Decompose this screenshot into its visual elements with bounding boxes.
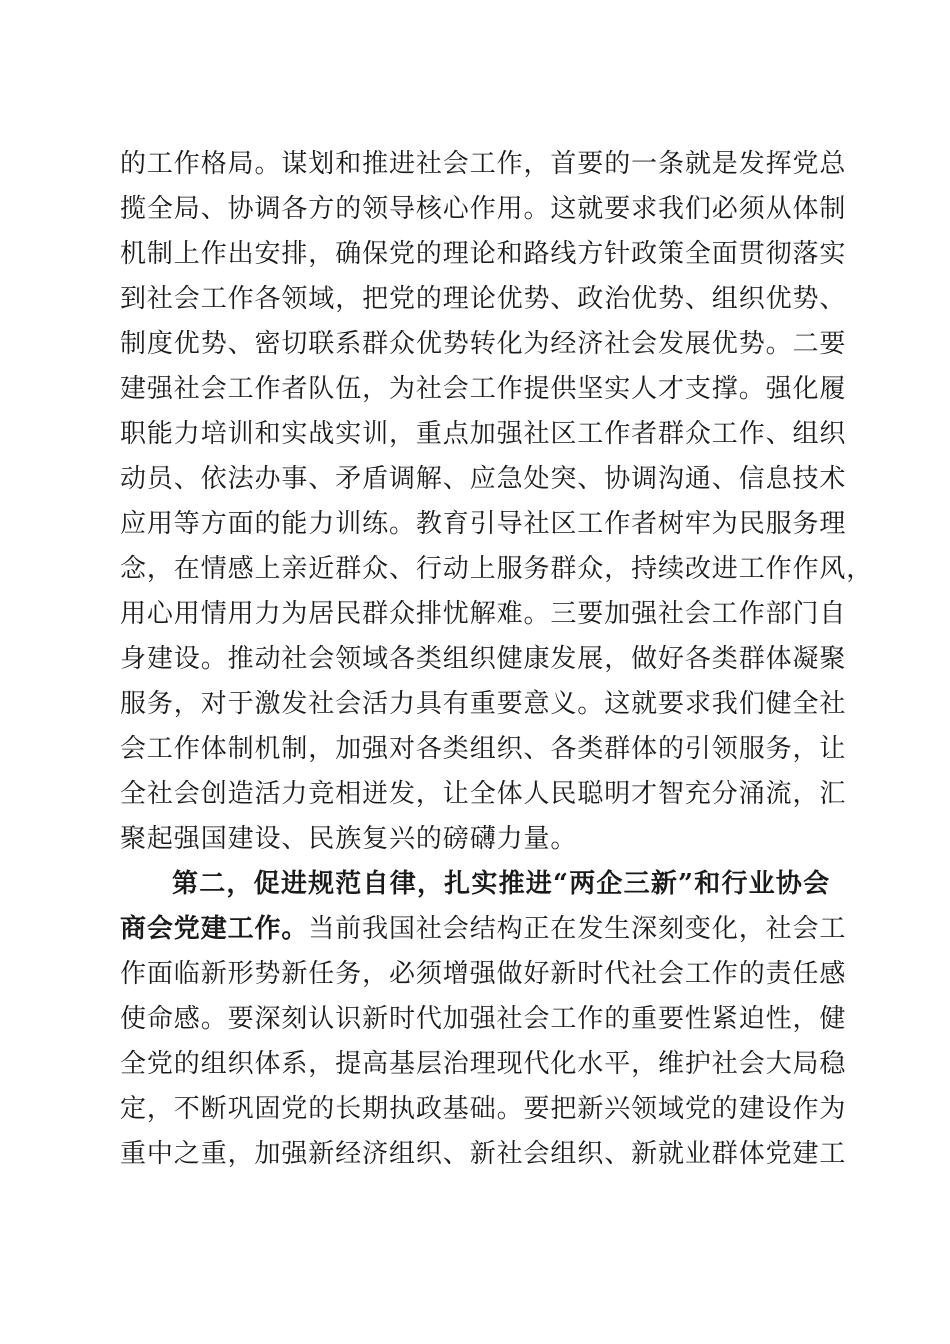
- text-line: 揽全局、协调各方的领导核心作用。这就要求我们必须从体制: [120, 194, 847, 224]
- text-line: 动员、依法办事、矛盾调解、应急处突、协调沟通、信息技术: [120, 464, 847, 494]
- text-line: 重中之重，加强新经济组织、新社会组织、新就业群体党建工: [120, 1139, 847, 1169]
- text-line: [120, 907, 847, 952]
- text-line: 全党的组织体系，提高基层治理现代化水平，维护社会大局稳: [120, 1049, 847, 1079]
- text-line: 聚起强国建设、民族复兴的磅礴力量。: [120, 824, 578, 854]
- text-line: 全社会创造活力竞相迸发，让全体人民聪明才智充分涌流，汇: [120, 779, 847, 809]
- paragraph: [120, 862, 847, 1177]
- text-line: 应用等方面的能力训练。教育引导社区工作者树牢为民服务理: [120, 509, 847, 539]
- text-line: 到社会工作各领域，把党的理论优势、政治优势、组织优势、: [120, 284, 847, 314]
- text-span: 当前我国社会结构正在发生深刻变化，社会工: [308, 914, 847, 944]
- text-line: 作面临新形势新任务，必须增强做好新时代社会工作的责任感: [120, 959, 847, 989]
- section-heading-end: 商会党建工作。: [120, 914, 309, 944]
- text-line: 的工作格局。谋划和推进社会工作，首要的一条就是发挥党总: [120, 149, 847, 179]
- document-body: [120, 142, 874, 1177]
- text-line: 建强社会工作者队伍，为社会工作提供坚实人才支撑。强化履: [120, 374, 847, 404]
- text-line: 用心用情用力为居民群众排忧解难。三要加强社会工作部门自: [120, 599, 847, 629]
- text-line: 服务，对于激发社会活力具有重要意义。这就要求我们健全社: [120, 689, 847, 719]
- text-line: 使命感。要深刻认识新时代加强社会工作的重要性紧迫性，健: [120, 1004, 847, 1034]
- section-heading: 第二，促进规范自律，扎实推进“两企三新”和行业协会: [172, 869, 830, 899]
- text-line: 定，不断巩固党的长期执政基础。要把新兴领域党的建设作为: [120, 1094, 847, 1124]
- paragraph: [120, 142, 874, 862]
- text-line: 会工作体制机制，加强对各类组织、各类群体的引领服务，让: [120, 734, 847, 764]
- text-line: 身建设。推动社会领域各类组织健康发展，做好各类群体凝聚: [120, 644, 847, 674]
- text-line: 制度优势、密切联系群众优势转化为经济社会发展优势。二要: [120, 329, 847, 359]
- text-line: 职能力培训和实战实训，重点加强社区工作者群众工作、组织: [120, 419, 847, 449]
- text-line: 念，在情感上亲近群众、行动上服务群众，持续改进工作作风，: [120, 554, 874, 584]
- text-line: 机制上作出安排，确保党的理论和路线方针政策全面贯彻落实: [120, 239, 847, 269]
